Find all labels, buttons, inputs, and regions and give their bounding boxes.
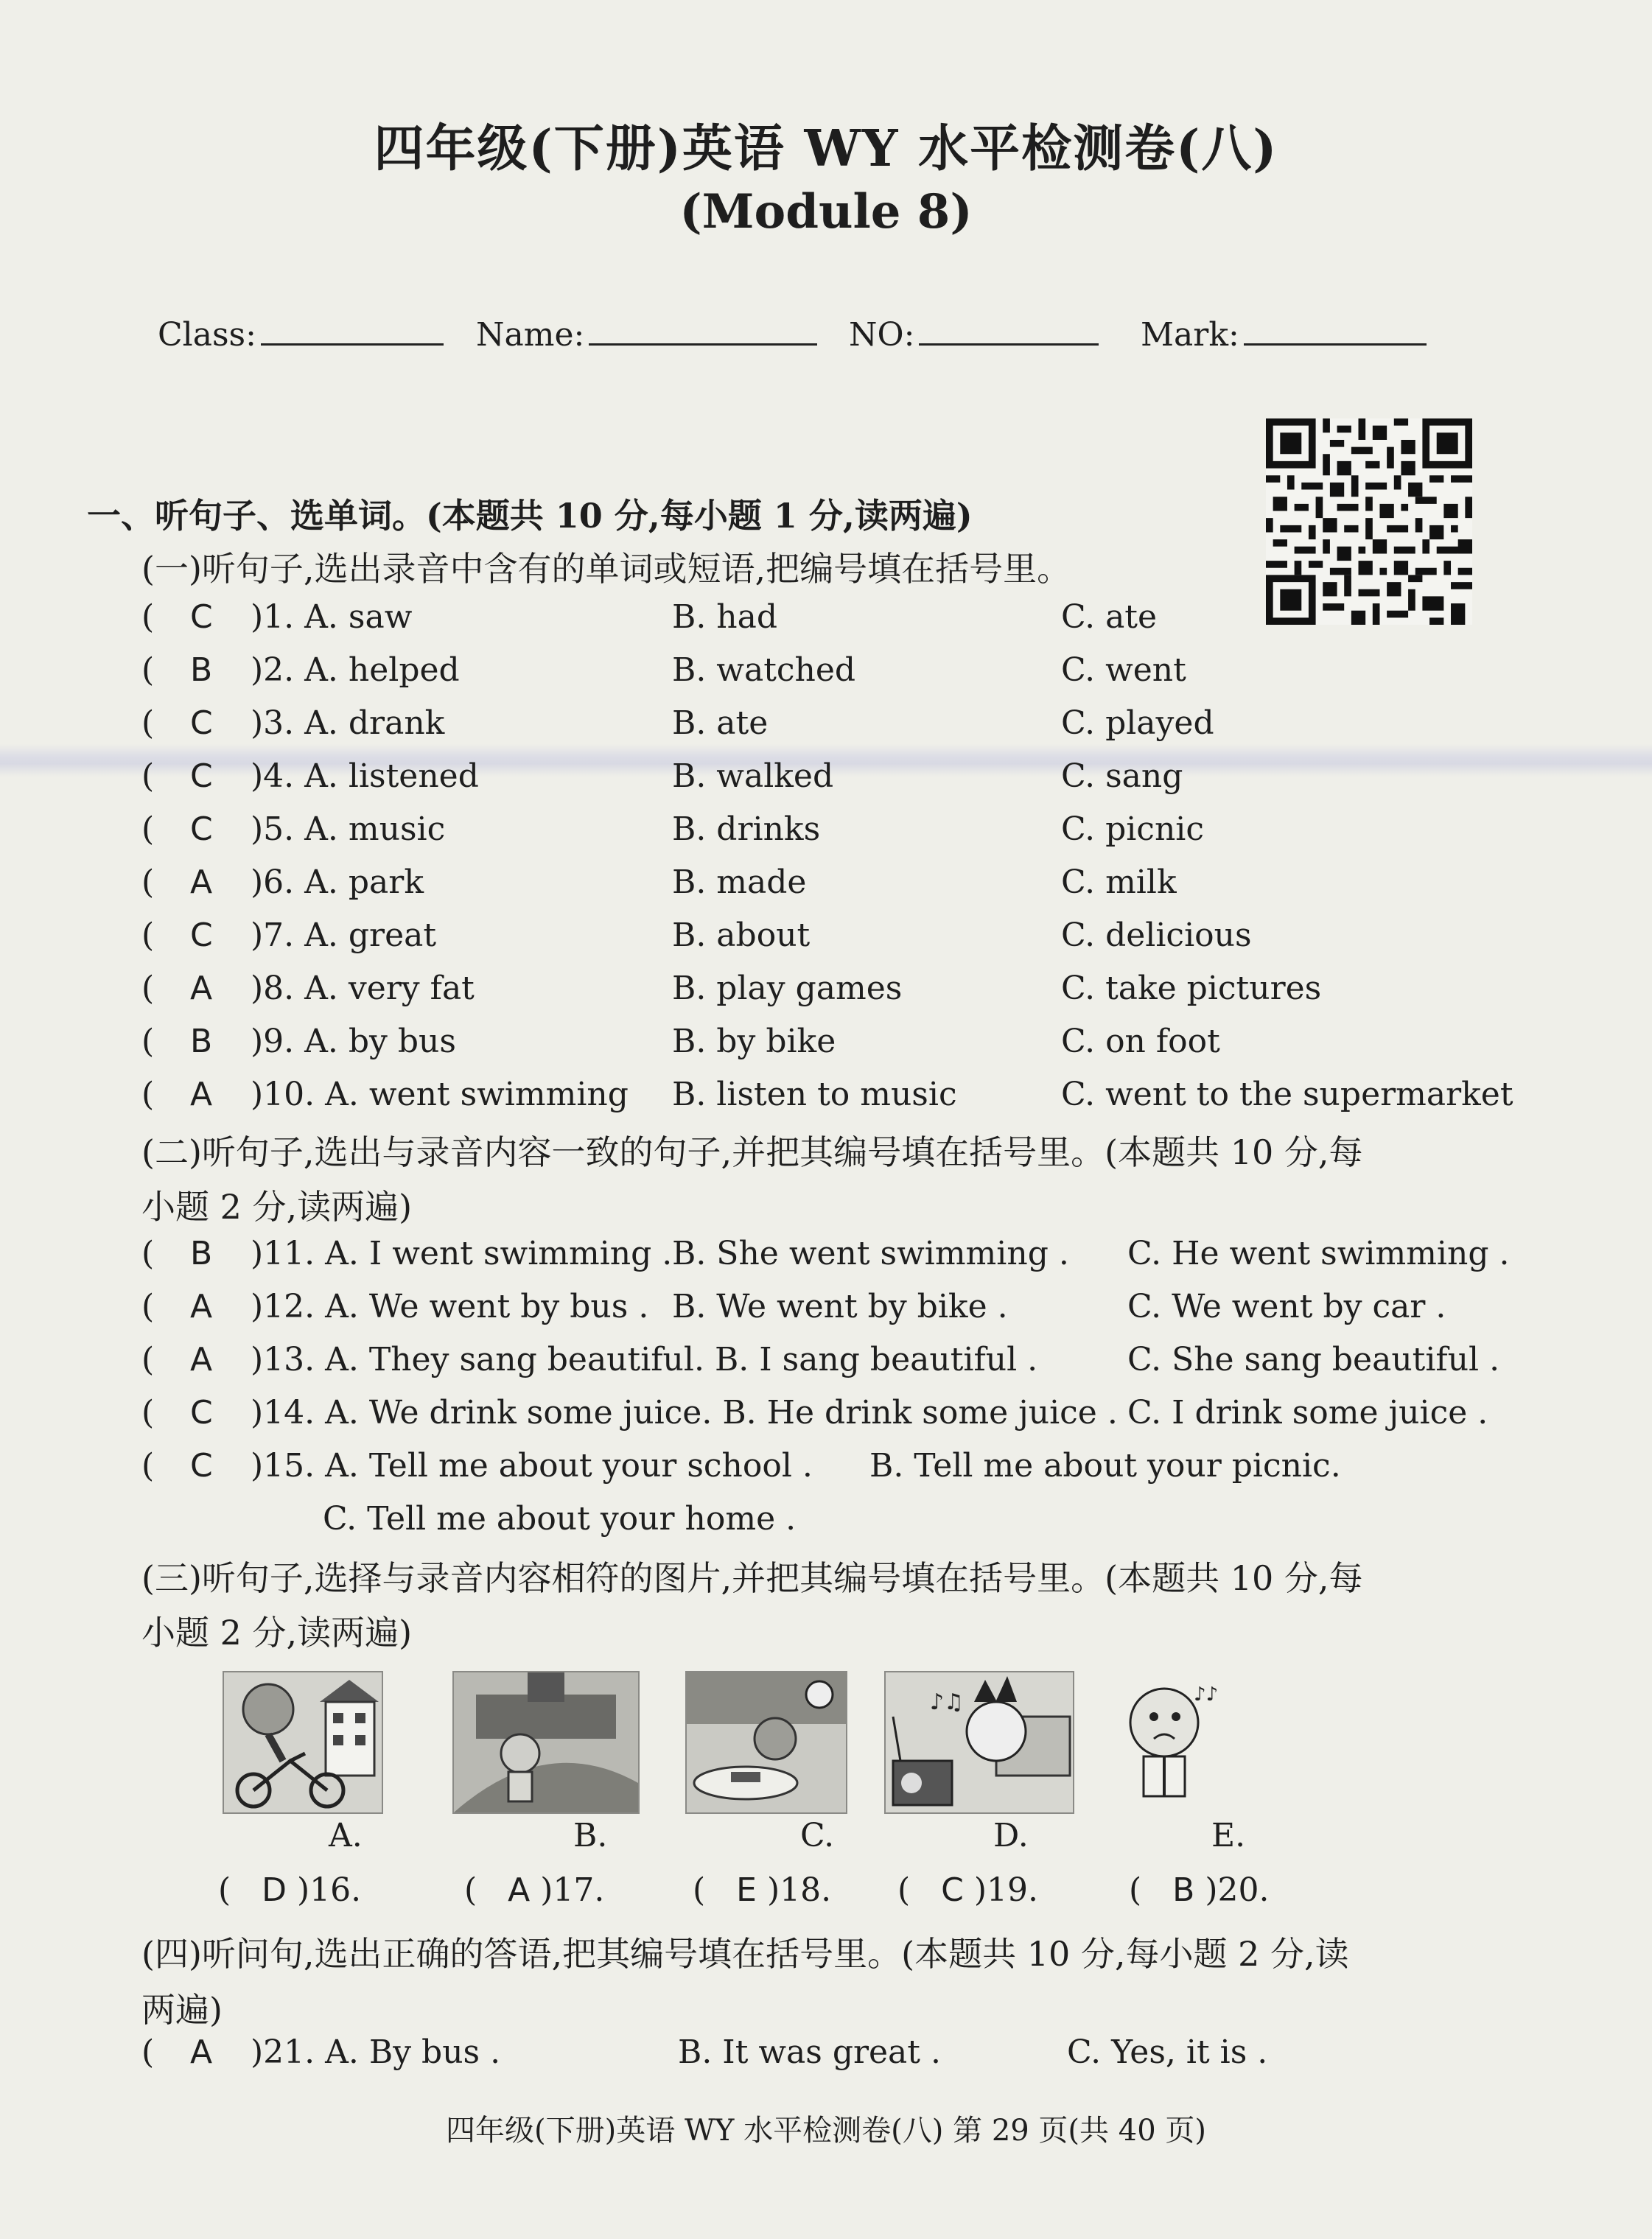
answer-blank[interactable]: A [190, 1288, 213, 1325]
option-c: C. went to the supermarket [1061, 1076, 1513, 1113]
option-b: B. listen to music [672, 1076, 957, 1113]
question-row: ( C )5. A. music B. drinks C. picnic [141, 810, 1205, 848]
option-c: C. went [1061, 651, 1186, 689]
question-row: ( A )8. A. very fat B. play games C. take pictures [141, 970, 1322, 1007]
qr-code-icon [1266, 418, 1472, 625]
answer-blank[interactable]: A [190, 1076, 213, 1113]
name-blank[interactable] [589, 314, 817, 346]
picture-label: A. [329, 1817, 363, 1854]
option-b: B. ate [672, 704, 769, 742]
option-c: C. He went swimming . [1127, 1235, 1510, 1272]
option-b: B. drinks [672, 810, 821, 848]
mark-label: Mark: [1141, 316, 1239, 354]
answer-blank[interactable]: D [262, 1871, 287, 1909]
question-row: ( B )11. A. I went swimming . B. She went swimming . C. He went swimming . [141, 1235, 1510, 1272]
answer-blank[interactable]: C [941, 1871, 964, 1909]
answer-blank[interactable]: C [190, 810, 213, 848]
option-c: C. delicious [1061, 917, 1252, 954]
option-b: B. play games [672, 970, 903, 1007]
question-row: ( C )4. A. listened B. walked C. sang [141, 757, 1183, 795]
answer-blank[interactable]: A [190, 863, 213, 901]
answer-blank[interactable]: C [190, 757, 213, 795]
page-subtitle: (Module 8) [679, 184, 973, 239]
answer-blank[interactable]: C [190, 917, 213, 954]
part2-instruction-cont: 小题 2 分,读两遍) [141, 1187, 413, 1227]
picture-label: B. [573, 1817, 608, 1854]
option-c: C. on foot [1061, 1023, 1220, 1060]
picture-e [1105, 1671, 1238, 1811]
option-c: C. played [1061, 704, 1214, 742]
class-label: Class: [158, 316, 256, 354]
answer-blank[interactable]: B [1172, 1871, 1195, 1909]
class-blank[interactable] [261, 314, 444, 346]
picture-label: E. [1211, 1817, 1246, 1854]
part4-instruction-cont: 两遍) [141, 1990, 223, 2030]
option-b: B. about [672, 917, 811, 954]
option-c: C. Tell me about your home . [323, 1500, 797, 1538]
part1-instruction: (一)听句子,选出录音中含有的单词或短语,把编号填在括号里。 [141, 549, 1071, 589]
svg-text:♪♫: ♪♫ [930, 1689, 965, 1715]
mark-blank[interactable] [1244, 314, 1427, 346]
page-title: 四年级(下册)英语 WY 水平检测卷(八) [374, 119, 1278, 178]
question-row: ( B )9. A. by bus B. by bike C. on foot [141, 1023, 1220, 1060]
picture-answer: ( A )17. [464, 1871, 605, 1909]
option-c: C. take pictures [1061, 970, 1322, 1007]
option-c: C. Yes, it is . [1067, 2033, 1268, 2071]
option-c: C. picnic [1061, 810, 1205, 848]
picture-label: D. [993, 1817, 1029, 1854]
answer-blank[interactable]: A [190, 2033, 213, 2071]
option-c: C. I drink some juice . [1127, 1394, 1488, 1432]
part3-instruction: (三)听句子,选择与录音内容相符的图片,并把其编号填在括号里。(本题共 10 分,每 [141, 1558, 1363, 1598]
answer-blank[interactable]: A [190, 970, 213, 1007]
option-b: B. We went by bike . [672, 1288, 1008, 1325]
question-row: ( A )13. A. They sang beautiful. B. I sang beautiful . C. She sang beautiful . [141, 1341, 1500, 1378]
part4-instruction: (四)听问句,选出正确的答语,把其编号填在括号里。(本题共 10 分,每小题 2 分,读 [141, 1934, 1349, 1974]
answer-blank[interactable]: B [190, 1235, 213, 1272]
answer-blank[interactable]: C [190, 704, 213, 742]
picture-b [452, 1671, 640, 1814]
picture-label: C. [800, 1817, 835, 1854]
answer-blank[interactable]: E [736, 1871, 757, 1909]
question-row: ( C )7. A. great B. about C. delicious [141, 917, 1252, 954]
question-row: ( A )21. A. By bus . B. It was great . C. Yes, it is . [141, 2033, 1268, 2071]
picture-answer: ( C )19. [897, 1871, 1038, 1909]
svg-text:♪♪: ♪♪ [1194, 1683, 1219, 1706]
section1-heading: 一、听句子、选单词。(本题共 10 分,每小题 1 分,读两遍) [87, 496, 973, 536]
picture-answer: ( E )18. [693, 1871, 832, 1909]
part2-instruction: (二)听句子,选出与录音内容一致的句子,并把其编号填在括号里。(本题共 10 分,每 [141, 1132, 1363, 1172]
question-row: ( C )14. A. We drink some juice. B. He drink some juice . C. I drink some juice . [141, 1394, 1488, 1432]
option-b: B. She went swimming . [672, 1235, 1069, 1272]
part3-instruction-cont: 小题 2 分,读两遍) [141, 1613, 413, 1653]
question-row: ( A )12. A. We went by bus . B. We went by bike . C. We went by car . [141, 1288, 1446, 1325]
option-c: C. ate [1061, 598, 1158, 636]
option-c: C. She sang beautiful . [1127, 1341, 1500, 1378]
name-label: Name: [476, 316, 585, 354]
answer-blank[interactable]: C [190, 1394, 213, 1432]
question-row: ( C )1. A. saw B. had C. ate [141, 598, 1158, 636]
option-b: B. walked [672, 757, 834, 795]
no-blank[interactable] [919, 314, 1099, 346]
answer-blank[interactable]: A [190, 1341, 213, 1378]
question-row: ( C )15. A. Tell me about your school . B. Tell me about your picnic. [141, 1447, 1341, 1485]
option-b: B. Tell me about your picnic. [869, 1447, 1341, 1485]
option-b: B. watched [672, 651, 856, 689]
class-field [158, 314, 444, 354]
option-c: C. sang [1061, 757, 1183, 795]
answer-blank[interactable]: B [190, 1023, 213, 1060]
answer-blank[interactable]: C [190, 1447, 213, 1485]
page-footer: 四年级(下册)英语 WY 水平检测卷(八) 第 29 页(共 40 页) [446, 2114, 1206, 2148]
answer-blank[interactable]: B [190, 651, 213, 689]
option-c: C. We went by car . [1127, 1288, 1446, 1325]
no-label: NO: [849, 316, 915, 354]
option-b: B. It was great . [678, 2033, 941, 2071]
option-b: B. had [672, 598, 778, 636]
option-b: B. made [672, 863, 807, 901]
picture-c [685, 1671, 847, 1814]
picture-answer: ( B )20. [1129, 1871, 1270, 1909]
no-field [849, 314, 1099, 354]
mark-field [1141, 314, 1427, 354]
name-field [476, 314, 817, 354]
option-b: B. by bike [672, 1023, 836, 1060]
picture-answer: ( D )16. [218, 1871, 362, 1909]
question-row: ( C )3. A. drank B. ate C. played [141, 704, 1214, 742]
answer-blank[interactable]: A [508, 1871, 531, 1909]
picture-d [884, 1671, 1074, 1814]
picture-a [223, 1671, 383, 1814]
question-row: ( B )2. A. helped B. watched C. went [141, 651, 1186, 689]
question-row: ( A )6. A. park B. made C. milk [141, 863, 1177, 901]
option-c: C. milk [1061, 863, 1177, 901]
question-row: ( A )10. A. went swimming B. listen to music C. went to the supermarket [141, 1076, 1513, 1113]
answer-blank[interactable]: C [190, 598, 213, 636]
